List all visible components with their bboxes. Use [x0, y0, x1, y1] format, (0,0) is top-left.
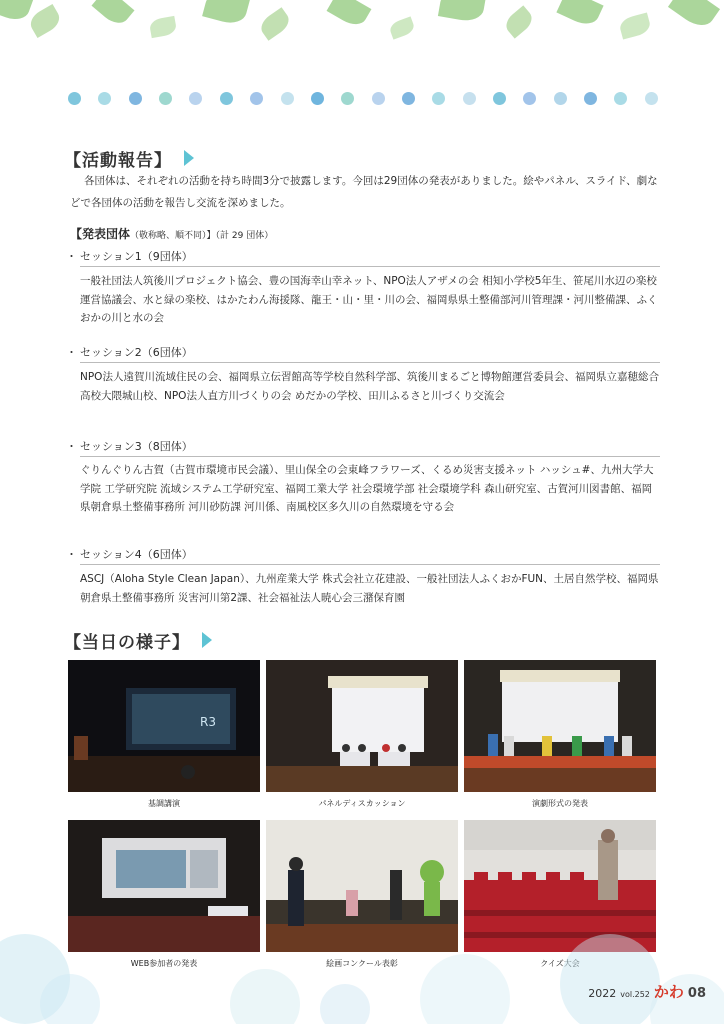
caption-keynote: 基調講演 [148, 799, 180, 808]
caption-art-award: 絵画コンクール表彰 [326, 959, 398, 968]
photo-screen-text: R3 [200, 715, 216, 729]
page-footer [588, 981, 706, 1002]
session-4-body: ASCJ（Aloha Style Clean Japan）、九州産業大学 株式会社立花建設、一般社団法人ふくおかFUN、土居自然学校、福岡県朝倉県土整備事務所 災害河川第2課、社会福祉法人暁心会三潴保育園 [80, 573, 659, 604]
session-2-title: ・ セッション2（6団体） [66, 346, 193, 359]
page-number: 08 [687, 986, 706, 1001]
divider [80, 266, 660, 267]
session-3-title: ・ セッション3（8団体） [66, 440, 193, 453]
caption-panel-discussion: パネルディスカッション [318, 799, 406, 808]
photo-drama-presentation [464, 660, 656, 792]
session-1-title: ・ セッション1（9団体） [66, 250, 193, 263]
divider [80, 456, 660, 457]
footer-year: 2022 [588, 987, 617, 1000]
session-4-title: ・ セッション4（6団体） [66, 548, 193, 561]
decorative-dots [68, 92, 658, 105]
footer-volume: vol.252 [620, 990, 650, 999]
report-heading: 【活動報告】 [60, 146, 184, 173]
divider [80, 362, 660, 363]
session-2-body: NPO法人遠賀川流域住民の会、福岡県立伝習館高等学校自然科学部、筑後川まるごと博物館運営委員会、福岡県立嘉穂総合高校大隈城山校、NPO法人直方川づくりの会 めだかの学校、田川ふるさと川づくり交流会 [80, 371, 659, 402]
report-intro: 各団体は、それぞれの活動を持ち時間3分で披露します。今回は29団体の発表がありました。絵やパネル、スライド、劇などで各団体の活動を報告し交流を深めました。 [70, 175, 658, 209]
footer-brand: かわ [653, 983, 684, 1001]
decorative-bubbles [0, 914, 724, 1024]
photo-panel-discussion [266, 660, 458, 792]
decorative-leaves [0, 0, 724, 60]
session-3-body: ぐりんぐりん古賀（古賀市環境市民会議）、里山保全の会東峰フラワーズ、くるめ災害支援ネット ハッシュ#、九州大学大学院 工学研究院 流域システム工学研究室、福岡工業大学 社会環境学部 社会環境学科 森山研究室、古賀河川図書館、福岡県朝倉県土整備事務所 河川砂防課 河川係、南風校区多久川の自然環境を守る会 [80, 464, 654, 513]
caption-quiz: クイズ大会 [540, 959, 580, 968]
groups-heading: 【発表団体（敬称略、順不同）】（計 29 団体） [64, 225, 279, 242]
caption-web-participants: WEB参加者の発表 [130, 959, 198, 968]
session-1-body: 一般社団法人筑後川プロジェクト協会、豊の国海幸山幸ネット、NPO法人アザメの会 相知小学校5年生、笹尾川水辺の楽校運営協議会、水と緑の楽校、はかたわん海援隊、龍王・山・里・川の会、福岡県県土整備部河川管理課・河川整備課、ふくおかの川と水の会 [80, 275, 658, 324]
divider [80, 564, 660, 565]
caption-drama-presentation: 演劇形式の発表 [532, 799, 588, 808]
photo-keynote [68, 660, 260, 792]
day-heading: 【当日の様子】 [60, 628, 202, 655]
